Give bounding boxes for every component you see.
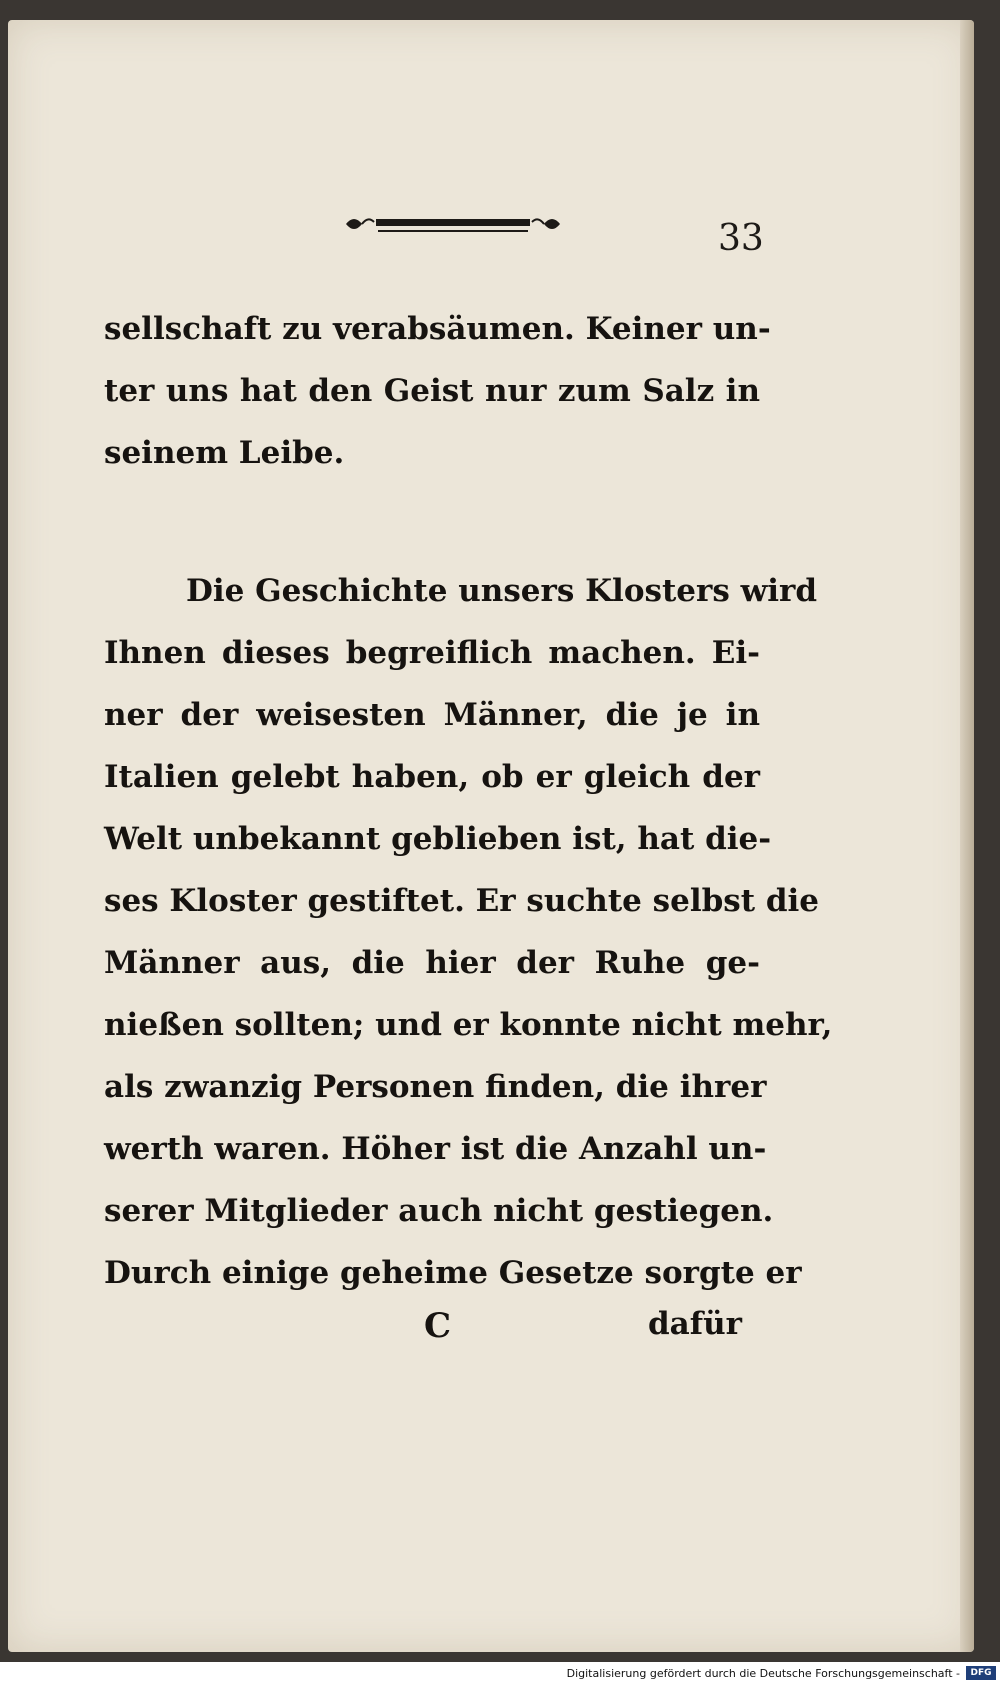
text-line: ses Kloster gestiftet. Er suchte selbst die: [104, 883, 820, 919]
text-line: Durch einige geheime Gesetze sorgte er: [104, 1255, 802, 1291]
text-line: Männer aus, die hier der Ruhe ge-: [104, 945, 760, 981]
text-line: Die Geschichte unsers Klosters wird: [186, 573, 818, 609]
paragraph-1: [104, 298, 771, 484]
footer-bar: [0, 1662, 1000, 1686]
text-line: als zwanzig Personen finden, die ihrer: [104, 1069, 767, 1105]
text-line: ner der weisesten Männer, die je in: [104, 697, 760, 733]
digitization-credit: Digitalisierung gefördert durch die Deutsche Forschungsgemeinschaft -: [566, 1667, 960, 1680]
text-line: Italien gelebt haben, ob er gleich der: [104, 759, 760, 795]
signature-mark: C: [424, 1306, 452, 1346]
text-line: werth waren. Höher ist die Anzahl un-: [104, 1131, 767, 1167]
dfg-logo[interactable]: DFG: [966, 1666, 996, 1680]
text-line: ter uns hat den Geist nur zum Salz in: [104, 373, 760, 409]
text-line: Ihnen dieses begreiflich machen. Ei-: [104, 635, 760, 671]
text-line: nießen sollten; und er konnte nicht mehr,: [104, 1007, 833, 1043]
catchword: dafür: [648, 1306, 742, 1342]
text-line: serer Mitglieder auch nicht gestiegen.: [104, 1193, 774, 1229]
text-line: seinem Leibe.: [104, 435, 345, 471]
page-number: 33: [718, 218, 764, 259]
header-ornament: [342, 210, 564, 240]
paragraph-2: [104, 560, 833, 1304]
page-edge: [960, 20, 974, 1652]
text-line: sellschaft zu verabsäumen. Keiner un-: [104, 311, 771, 347]
text-line: Welt unbekannt geblieben ist, hat die-: [104, 821, 772, 857]
